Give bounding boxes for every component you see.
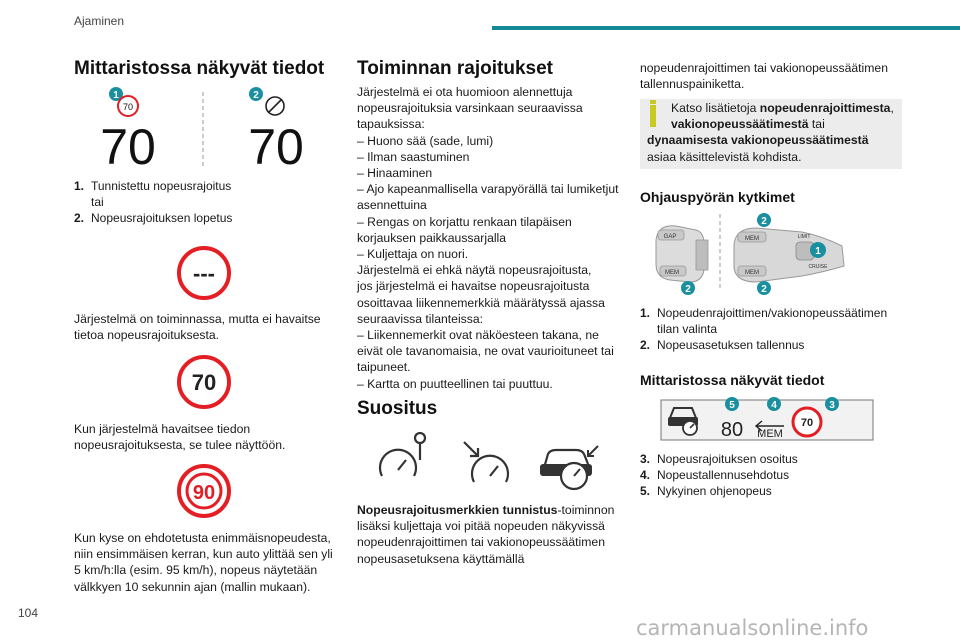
section-heading-display-info: Mittaristossa näkyvät tiedot — [74, 58, 325, 79]
display-sign-value: 70 — [800, 417, 814, 429]
badge-5-label: 5 — [729, 400, 735, 411]
badge-4-label: 4 — [771, 400, 777, 411]
label-cruise: CRUISE — [808, 264, 828, 270]
paragraph-suggested-max: Kun kyse on ehdotetusta enimmäisnopeudesta, niin ensimmäisen kerran, kun auto ylittää sen yli 5 km/h:lla (esim. 95 km/h), nopeus näytetään välkkyen 10 sekunnin ajan (mallin mukaan). — [74, 531, 333, 594]
legend-list-switches: 1. Nopeudenrajoittimen/vakionopeussäätimen tilan valinta 2. Nopeusasetuksen tallennus — [640, 306, 888, 352]
badge-2-label: 2 — [253, 90, 259, 101]
speedometer-arrow-icon — [464, 442, 508, 482]
speedometer-pin-icon — [380, 433, 425, 476]
section-heading-limitations: Toiminnan rajoitukset — [357, 58, 554, 79]
paragraph-detected: Kun järjestelmä havaitsee tiedon nopeusrajoituksesta, se tulee näyttöön. — [74, 422, 286, 453]
paragraph-continued: nopeudenrajoittimen tai vakionopeussäätimen tallennuspainiketta. — [640, 61, 888, 92]
small-sign-value: 70 — [122, 102, 134, 112]
recommendation-icons — [372, 432, 612, 494]
speed-limit-display-figure — [88, 86, 318, 172]
big-speed-value-1: 70 — [100, 119, 156, 172]
car-speedometer-icon — [540, 446, 598, 489]
display-speed-value: 80 — [720, 419, 744, 441]
legend-list-1: 1. Tunnistettu nopeusrajoitus tai 2. Nopeusrajoituksen lopetus — [74, 179, 233, 225]
sign-90-value: 90 — [192, 482, 216, 504]
steering-switch-figure — [652, 210, 848, 296]
sign-70-value: 70 — [191, 370, 217, 395]
paragraph-no-info: Järjestelmä on toiminnassa, mutta ei havaitse tietoa nopeusrajoituksesta. — [74, 312, 321, 343]
info-note-text: Katso lisätietoja nopeudenrajoittimesta, vakionopeussäätimestä tai dynaamisesta vakionopeussäätimestä asiaa käsittelevistä kohdista. — [647, 101, 894, 164]
running-header: Ajaminen — [74, 14, 125, 28]
no-info-sign-icon — [176, 245, 232, 301]
badge-2-bottom-label: 2 — [761, 284, 767, 295]
label-limit: LIMIT — [797, 234, 811, 240]
badge-3-label: 3 — [829, 400, 835, 411]
watermark-text: carmanualsonline.info — [636, 616, 869, 640]
legend-list-display: 3. Nopeusrajoituksen osoitus 4. Nopeustallennusehdotus 5. Nykyinen ohjenopeus — [640, 452, 798, 498]
cluster-display-figure — [660, 394, 876, 444]
section-heading-steering-switches: Ohjauspyörän kytkimet — [640, 189, 795, 205]
badge-2-top-label: 2 — [761, 216, 767, 227]
right-switch-drawing — [734, 228, 844, 282]
speed-90-flashing-sign-icon — [176, 463, 232, 519]
big-speed-value-2: 70 — [248, 119, 304, 172]
left-switch-drawing — [656, 226, 708, 282]
label-mem-top: MEM — [745, 236, 759, 242]
label-mem-bottom: MEM — [745, 270, 759, 276]
badge-2-left-label: 2 — [685, 284, 691, 295]
badge-1-label: 1 — [113, 90, 119, 101]
section-heading-recommendation: Suositus — [357, 398, 438, 419]
badge-1-switch-label: 1 — [815, 246, 821, 257]
sign-dashes: --- — [193, 261, 215, 286]
page-number: 104 — [18, 606, 39, 620]
paragraph-recommendation: Nopeusrajoitusmerkkien tunnistus-toiminnon lisäksi kuljettaja voi pitää nopeuden näkyvissä nopeudenrajoittimen tai vakionopeussäätimen nopeusasetuksena käyttämällä — [357, 503, 615, 566]
section-heading-display-info-2: Mittaristossa näkyvät tiedot — [640, 372, 825, 388]
header-accent-bar — [492, 26, 960, 30]
label-gap: GAP — [663, 234, 677, 240]
display-mem-label: MEM — [757, 428, 783, 440]
speed-70-sign-icon — [176, 354, 232, 410]
paragraph-limitations: Järjestelmä ei ota huomioon alennettuja nopeusrajoituksia varsinkaan seuraavissa tapauksissa: – Huono sää (sade, lumi) – Ilman saastuminen – Hinaaminen – Ajo kapeanmallisella varapyörällä tai lumiketjut asennettuina – Rengas on korjattu renkaan tilapäisen korjauksen paikkaussarjalla – Kuljettaja on nuori. Järjestelmä ei ehkä näytä nopeusrajoitusta, jos järjestelmä ei havaitse nopeusrajoitusta osoittavaa liikennemerkkiä määrätyssä ajassa seuraavissa tilanteissa: – Liikennemerkit ovat näköesteen takana, ne eivät ole tavanomaisia, ne ovat vaurioituneet tai taipuneet. – Kartta on puutteellinen tai puuttuu. — [357, 85, 619, 391]
label-mem-left: MEM — [665, 270, 679, 276]
